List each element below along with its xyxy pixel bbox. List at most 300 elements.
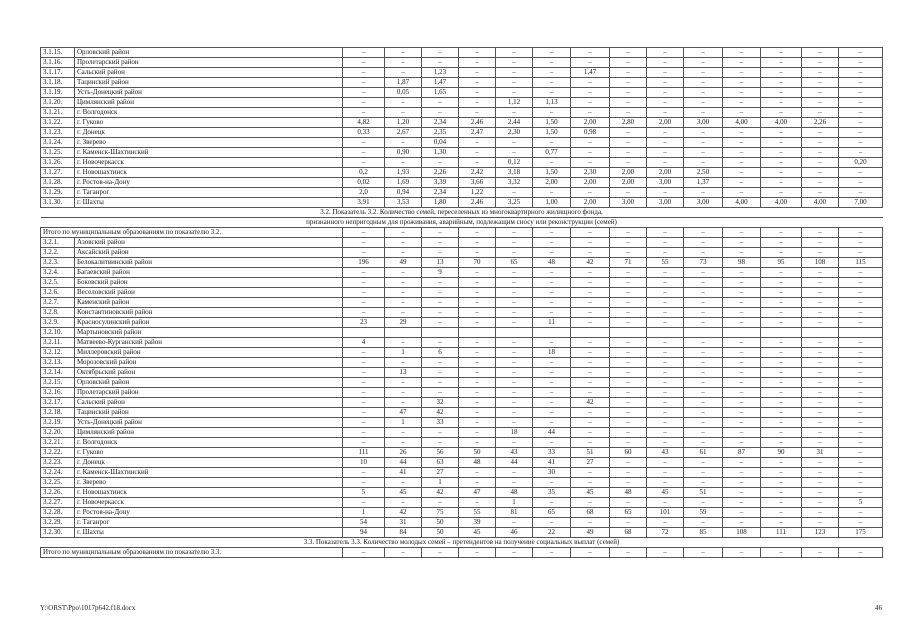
value-cell: – <box>343 288 385 298</box>
value-cell: – <box>571 48 610 58</box>
total-value-cell: – <box>385 228 422 238</box>
value-cell: – <box>647 288 684 298</box>
value-cell: – <box>459 358 496 368</box>
value-cell: – <box>761 168 802 178</box>
value-cell: – <box>533 298 571 308</box>
table-row <box>41 168 883 178</box>
value-cell: – <box>839 388 883 398</box>
value-cell: – <box>761 348 802 358</box>
value-cell: – <box>802 178 839 188</box>
value-cell: 3,18 <box>496 168 533 178</box>
value-cell: 3,00 <box>647 178 684 188</box>
value-cell: – <box>533 68 571 78</box>
value-cell: – <box>610 98 647 108</box>
value-cell <box>422 328 459 338</box>
value-cell: – <box>684 238 723 248</box>
value-cell: – <box>459 498 496 508</box>
municipality-name: Каменский район <box>75 298 343 308</box>
total-value-cell: – <box>459 228 496 238</box>
value-cell: – <box>496 408 533 418</box>
value-cell: – <box>723 308 761 318</box>
value-cell: – <box>496 348 533 358</box>
value-cell: – <box>802 298 839 308</box>
municipality-name: г. Таганрог <box>75 188 343 198</box>
value-cell: – <box>802 98 839 108</box>
value-cell: – <box>533 438 571 448</box>
value-cell: – <box>343 58 385 68</box>
value-cell: 4,00 <box>761 118 802 128</box>
value-cell: – <box>761 418 802 428</box>
value-cell: – <box>684 108 723 118</box>
value-cell: – <box>839 368 883 378</box>
total-value-cell: – <box>343 228 385 238</box>
total-value-cell: – <box>723 548 761 558</box>
value-cell: – <box>723 408 761 418</box>
value-cell <box>684 328 723 338</box>
value-cell: 2,67 <box>385 128 422 138</box>
value-cell: – <box>496 278 533 288</box>
value-cell: – <box>723 378 761 388</box>
value-cell: – <box>761 178 802 188</box>
value-cell: – <box>839 288 883 298</box>
municipality-name: Тацинский район <box>75 408 343 418</box>
municipality-name: Цимлянский район <box>75 98 343 108</box>
value-cell: – <box>459 388 496 398</box>
value-cell: – <box>343 358 385 368</box>
value-cell <box>533 328 571 338</box>
value-cell: – <box>684 428 723 438</box>
value-cell: 48 <box>459 458 496 468</box>
total-value-cell: – <box>385 548 422 558</box>
table-row <box>41 68 883 78</box>
value-cell: – <box>839 248 883 258</box>
value-cell: 1,20 <box>385 118 422 128</box>
value-cell: – <box>684 458 723 468</box>
value-cell: – <box>459 248 496 258</box>
value-cell: – <box>385 378 422 388</box>
value-cell: – <box>761 508 802 518</box>
value-cell: – <box>610 308 647 318</box>
value-cell: – <box>647 238 684 248</box>
value-cell: – <box>723 518 761 528</box>
value-cell: – <box>761 58 802 68</box>
value-cell: – <box>647 68 684 78</box>
value-cell: – <box>839 508 883 518</box>
value-cell: – <box>684 518 723 528</box>
value-cell: 33 <box>533 448 571 458</box>
total-value-cell: – <box>839 228 883 238</box>
municipality-name: Усть-Донецкий район <box>75 418 343 428</box>
table-row <box>41 198 883 208</box>
value-cell: – <box>761 138 802 148</box>
value-cell: – <box>571 418 610 428</box>
total-label: Итого по муниципальным образованиям по показателю 3.2. <box>41 228 343 238</box>
row-number: 3.1.21. <box>41 108 75 118</box>
value-cell: – <box>533 48 571 58</box>
value-cell <box>571 328 610 338</box>
value-cell: 4,00 <box>723 198 761 208</box>
municipality-name: Цимлянский район <box>75 428 343 438</box>
value-cell: – <box>422 338 459 348</box>
value-cell: – <box>343 158 385 168</box>
value-cell: – <box>533 358 571 368</box>
value-cell: 2,00 <box>610 168 647 178</box>
value-cell: – <box>343 498 385 508</box>
value-cell: – <box>684 368 723 378</box>
value-cell: 39 <box>459 518 496 528</box>
value-cell: – <box>802 338 839 348</box>
value-cell: – <box>684 338 723 348</box>
value-cell: – <box>684 88 723 98</box>
value-cell: – <box>684 468 723 478</box>
value-cell: – <box>647 58 684 68</box>
value-cell: – <box>422 358 459 368</box>
value-cell: 1 <box>496 498 533 508</box>
value-cell: – <box>802 418 839 428</box>
value-cell: 73 <box>684 258 723 268</box>
value-cell: 6 <box>422 348 459 358</box>
value-cell: 2,30 <box>496 128 533 138</box>
total-value-cell: – <box>496 548 533 558</box>
value-cell: 2,35 <box>422 128 459 138</box>
value-cell: – <box>761 148 802 158</box>
value-cell: – <box>496 188 533 198</box>
section-heading-row <box>41 218 883 228</box>
value-cell: – <box>533 248 571 258</box>
value-cell: – <box>610 418 647 428</box>
table-row <box>41 258 883 268</box>
value-cell: – <box>610 128 647 138</box>
value-cell: – <box>802 468 839 478</box>
value-cell: – <box>610 48 647 58</box>
value-cell: – <box>533 378 571 388</box>
value-cell: 48 <box>496 488 533 498</box>
value-cell: – <box>610 368 647 378</box>
value-cell: – <box>496 68 533 78</box>
total-value-cell: – <box>422 228 459 238</box>
value-cell: 1,87 <box>385 78 422 88</box>
value-cell: – <box>723 168 761 178</box>
value-cell: 41 <box>533 458 571 468</box>
value-cell: 11 <box>533 318 571 328</box>
value-cell: – <box>385 68 422 78</box>
value-cell: – <box>610 268 647 278</box>
value-cell: – <box>684 58 723 68</box>
value-cell: – <box>723 508 761 518</box>
row-number: 3.1.18. <box>41 78 75 88</box>
total-value-cell: – <box>647 228 684 238</box>
value-cell: – <box>802 428 839 438</box>
value-cell: 48 <box>533 258 571 268</box>
value-cell: – <box>647 348 684 358</box>
value-cell: 30 <box>533 468 571 478</box>
value-cell: – <box>647 338 684 348</box>
table-row <box>41 288 883 298</box>
value-cell: – <box>684 158 723 168</box>
value-cell: 44 <box>496 458 533 468</box>
value-cell: 27 <box>422 468 459 478</box>
value-cell: 51 <box>571 448 610 458</box>
value-cell: – <box>684 358 723 368</box>
row-number: 3.1.19. <box>41 88 75 98</box>
value-cell: – <box>723 418 761 428</box>
table-row <box>41 48 883 58</box>
value-cell: – <box>533 368 571 378</box>
value-cell: – <box>723 148 761 158</box>
table-row <box>41 148 883 158</box>
value-cell: – <box>571 478 610 488</box>
table-row <box>41 458 883 468</box>
value-cell: – <box>684 408 723 418</box>
section-heading-row <box>41 538 883 548</box>
value-cell: – <box>839 468 883 478</box>
value-cell: – <box>422 278 459 288</box>
table-row <box>41 58 883 68</box>
value-cell: – <box>610 78 647 88</box>
municipality-name: Белокалитвинский район <box>75 258 343 268</box>
value-cell: – <box>571 348 610 358</box>
municipality-name: г. Новошахтинск <box>75 168 343 178</box>
value-cell: 2,30 <box>571 168 610 178</box>
value-cell: – <box>802 48 839 58</box>
total-value-cell: – <box>422 548 459 558</box>
value-cell: – <box>459 308 496 318</box>
municipality-name: Орловский район <box>75 378 343 388</box>
value-cell: – <box>533 268 571 278</box>
value-cell: – <box>496 268 533 278</box>
value-cell <box>802 328 839 338</box>
municipality-name: Багаевский район <box>75 268 343 278</box>
value-cell: 2,00 <box>571 198 610 208</box>
value-cell: – <box>839 488 883 498</box>
total-value-cell: – <box>343 548 385 558</box>
value-cell: – <box>723 68 761 78</box>
value-cell: – <box>343 138 385 148</box>
row-number: 3.2.6. <box>41 288 75 298</box>
value-cell: – <box>422 248 459 258</box>
value-cell: – <box>839 358 883 368</box>
value-cell: – <box>761 368 802 378</box>
value-cell: – <box>647 78 684 88</box>
value-cell: – <box>684 138 723 148</box>
value-cell: – <box>723 478 761 488</box>
value-cell: 3,32 <box>496 178 533 188</box>
table-row <box>41 508 883 518</box>
value-cell: – <box>647 418 684 428</box>
value-cell: – <box>723 398 761 408</box>
value-cell: 1,50 <box>533 128 571 138</box>
page-number: 46 <box>875 604 882 612</box>
value-cell: – <box>761 408 802 418</box>
value-cell: – <box>647 158 684 168</box>
value-cell: – <box>610 58 647 68</box>
value-cell: 22 <box>533 528 571 538</box>
value-cell: – <box>571 318 610 328</box>
value-cell: – <box>422 428 459 438</box>
value-cell: – <box>343 378 385 388</box>
value-cell: – <box>459 368 496 378</box>
total-value-cell: – <box>761 548 802 558</box>
value-cell: – <box>761 388 802 398</box>
table-row <box>41 438 883 448</box>
row-number: 3.1.20. <box>41 98 75 108</box>
value-cell: – <box>385 58 422 68</box>
value-cell: – <box>496 378 533 388</box>
value-cell: 49 <box>571 528 610 538</box>
value-cell: – <box>571 378 610 388</box>
value-cell: – <box>571 98 610 108</box>
value-cell: – <box>723 108 761 118</box>
value-cell: – <box>571 188 610 198</box>
value-cell: – <box>343 238 385 248</box>
value-cell: – <box>533 158 571 168</box>
value-cell: – <box>802 108 839 118</box>
value-cell: 47 <box>385 408 422 418</box>
row-number: 3.1.27. <box>41 168 75 178</box>
value-cell: – <box>610 108 647 118</box>
table-body <box>41 48 883 558</box>
municipality-name: Матвеево-Курганский район <box>75 338 343 348</box>
value-cell: 2,26 <box>802 118 839 128</box>
value-cell: – <box>610 318 647 328</box>
value-cell: – <box>610 518 647 528</box>
value-cell: – <box>571 388 610 398</box>
value-cell: – <box>496 438 533 448</box>
value-cell: – <box>610 188 647 198</box>
value-cell: – <box>684 418 723 428</box>
value-cell <box>610 328 647 338</box>
section-heading: 3.3. Показатель 3.3. Количество молодых семей – претендентов на получение социальных выплат (семей) <box>41 538 883 548</box>
value-cell: – <box>839 518 883 528</box>
value-cell: – <box>459 78 496 88</box>
value-cell: 0,77 <box>533 148 571 158</box>
value-cell: – <box>761 318 802 328</box>
table-row <box>41 158 883 168</box>
value-cell: – <box>459 68 496 78</box>
indicator-table <box>40 47 883 558</box>
value-cell: – <box>571 108 610 118</box>
value-cell: – <box>839 138 883 148</box>
value-cell: – <box>684 98 723 108</box>
value-cell: – <box>684 308 723 318</box>
value-cell: 5 <box>839 498 883 508</box>
total-value-cell: – <box>610 228 647 238</box>
total-value-cell: – <box>571 228 610 238</box>
municipality-name: г. Зверево <box>75 478 343 488</box>
value-cell: – <box>647 458 684 468</box>
row-number: 3.2.23. <box>41 458 75 468</box>
value-cell: 111 <box>343 448 385 458</box>
value-cell: – <box>802 68 839 78</box>
value-cell: 10 <box>343 458 385 468</box>
value-cell: – <box>684 478 723 488</box>
value-cell: 5 <box>343 488 385 498</box>
value-cell: 48 <box>610 488 647 498</box>
value-cell: – <box>571 498 610 508</box>
value-cell: – <box>647 148 684 158</box>
value-cell: – <box>684 388 723 398</box>
value-cell: – <box>422 238 459 248</box>
value-cell: – <box>571 138 610 148</box>
value-cell: – <box>647 358 684 368</box>
value-cell: 0,05 <box>385 88 422 98</box>
value-cell: – <box>610 148 647 158</box>
value-cell: – <box>647 468 684 478</box>
value-cell: 18 <box>533 348 571 358</box>
row-number: 3.2.15. <box>41 378 75 388</box>
table-row <box>41 398 883 408</box>
value-cell: – <box>533 408 571 418</box>
value-cell: – <box>802 268 839 278</box>
table-row <box>41 118 883 128</box>
value-cell: 3,39 <box>422 178 459 188</box>
value-cell: – <box>684 318 723 328</box>
row-number: 3.2.1. <box>41 238 75 248</box>
value-cell: – <box>385 288 422 298</box>
value-cell: – <box>422 498 459 508</box>
value-cell: 71 <box>610 258 647 268</box>
row-number: 3.1.24. <box>41 138 75 148</box>
value-cell: – <box>385 278 422 288</box>
value-cell: – <box>571 268 610 278</box>
value-cell: – <box>802 438 839 448</box>
row-number: 3.2.4. <box>41 268 75 278</box>
value-cell: – <box>571 408 610 418</box>
value-cell: – <box>459 438 496 448</box>
value-cell <box>723 328 761 338</box>
value-cell: – <box>839 398 883 408</box>
value-cell: 0,2 <box>343 168 385 178</box>
value-cell: – <box>385 138 422 148</box>
value-cell: – <box>533 418 571 428</box>
table-row <box>41 88 883 98</box>
value-cell: 3,25 <box>496 198 533 208</box>
value-cell: – <box>459 138 496 148</box>
value-cell: 2,46 <box>459 198 496 208</box>
municipality-name: г. Гуково <box>75 118 343 128</box>
value-cell: – <box>571 158 610 168</box>
value-cell: – <box>571 518 610 528</box>
value-cell: – <box>761 438 802 448</box>
value-cell: – <box>533 88 571 98</box>
value-cell: – <box>422 378 459 388</box>
value-cell: 1 <box>385 348 422 358</box>
value-cell: – <box>647 398 684 408</box>
value-cell: – <box>802 238 839 248</box>
value-cell: – <box>385 108 422 118</box>
value-cell: 2,26 <box>422 168 459 178</box>
value-cell: – <box>343 418 385 428</box>
value-cell: – <box>723 278 761 288</box>
value-cell: – <box>496 358 533 368</box>
value-cell: – <box>610 468 647 478</box>
value-cell: – <box>610 498 647 508</box>
value-cell: – <box>839 428 883 438</box>
table-row <box>41 178 883 188</box>
municipality-name: Усть-Донецкий район <box>75 88 343 98</box>
value-cell: – <box>496 518 533 528</box>
value-cell: 0,04 <box>422 138 459 148</box>
value-cell: – <box>684 498 723 508</box>
value-cell: – <box>496 88 533 98</box>
value-cell: – <box>385 238 422 248</box>
value-cell: – <box>723 488 761 498</box>
total-value-cell: – <box>571 548 610 558</box>
table-row <box>41 378 883 388</box>
value-cell: – <box>802 278 839 288</box>
value-cell: – <box>761 308 802 318</box>
value-cell: 115 <box>839 258 883 268</box>
